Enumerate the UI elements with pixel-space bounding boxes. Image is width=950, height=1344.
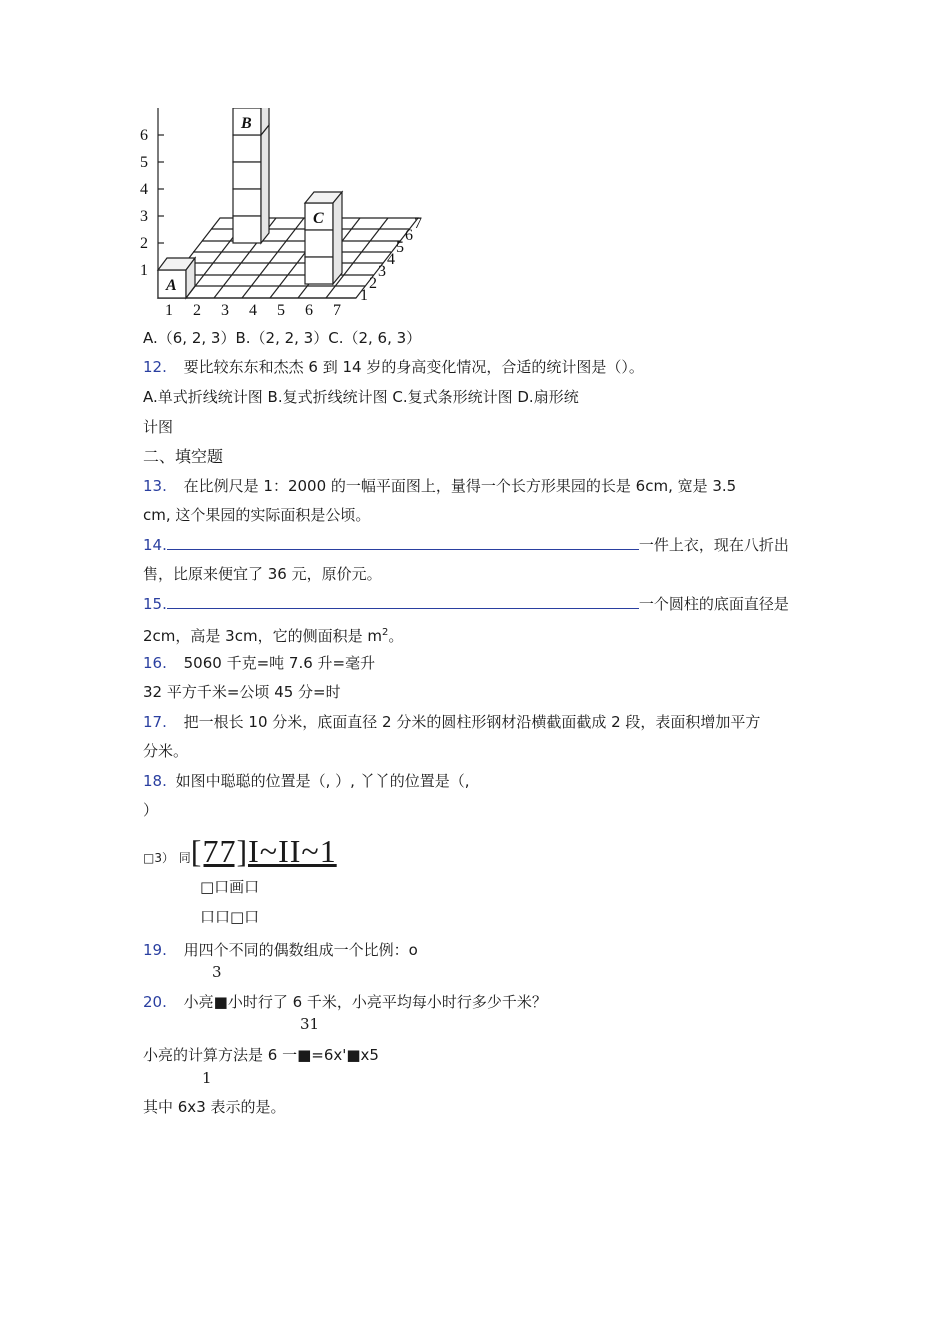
last-line: 其中 6x3 表示的是。 xyxy=(143,1098,286,1116)
section-title: 二、填空题 xyxy=(143,447,224,466)
q18-figure-text xyxy=(143,832,337,877)
x-tick-label: 3 xyxy=(221,302,229,319)
x-tick-label: 7 xyxy=(333,302,341,319)
x-tick-label: 1 xyxy=(165,302,173,319)
x-tick-label: 6 xyxy=(305,302,313,319)
question-number: 14. xyxy=(143,536,167,554)
depth-tick-label: 2 xyxy=(369,275,377,292)
x-tick-label: 4 xyxy=(249,302,257,319)
question-text: 如图中聪聪的位置是（, ）, 丫丫的位置是（, xyxy=(175,772,470,790)
question-text: 小亮■小时行了 6 千米，小亮平均每小时行多少千米？ xyxy=(183,993,547,1011)
fig-row-2: 口口□口 xyxy=(200,908,260,926)
depth-tick-label: 1 xyxy=(360,287,368,304)
cube-coordinate-figure xyxy=(138,108,438,328)
q15-text-end: 。 xyxy=(388,627,404,645)
cube-label-c: C xyxy=(313,210,324,227)
question-text: 用四个不同的偶数组成一个比例：o xyxy=(183,941,418,959)
depth-tick-label: 7 xyxy=(414,215,422,232)
x-tick-label: 2 xyxy=(193,302,201,319)
q12-options-line2: 计图 xyxy=(143,418,174,436)
fig-row-1: □口画口 xyxy=(200,878,260,896)
y-tick-label: 6 xyxy=(140,127,148,144)
fraction-numerator: 3 xyxy=(212,963,222,981)
question-text: 5060 千克=吨 7.6 升=毫升 xyxy=(183,654,376,672)
question-text: 在比例尺是 1：2000 的一幅平面图上，量得一个长方形果园的长是 6cm, 宽是 3.5 xyxy=(183,477,737,495)
answer-blank[interactable] xyxy=(167,535,639,550)
q13-line2: cm, 这个果园的实际面积是公顷。 xyxy=(143,506,371,524)
q16-line2: 32 平方千米=公顷 45 分=时 xyxy=(143,683,341,701)
question-14 xyxy=(143,535,789,555)
q11-options: A.（6, 2, 3）B.（2, 2, 3）C.（2, 6, 3） xyxy=(143,329,422,347)
question-number: 17. xyxy=(143,713,167,731)
question-18 xyxy=(143,771,469,791)
question-19 xyxy=(143,940,418,960)
question-15 xyxy=(143,594,789,614)
cube-label-a: A xyxy=(166,277,177,294)
question-number: 20. xyxy=(143,993,167,1011)
y-tick-label: 2 xyxy=(140,235,148,252)
fig-big-text: [77]I~II~1 xyxy=(190,833,337,869)
answer-blank[interactable] xyxy=(167,594,639,609)
question-17 xyxy=(143,712,760,732)
depth-tick-label: 4 xyxy=(387,251,395,268)
question-number: 15. xyxy=(143,595,167,613)
question-text: 一个圆柱的底面直径是 xyxy=(638,595,789,613)
q14-line2: 售，比原来便宜了 36 元，原价元。 xyxy=(143,565,382,583)
fig-small-text: □3） xyxy=(143,851,174,865)
y-tick-label: 1 xyxy=(140,262,148,279)
question-text: 要比较东东和杰杰 6 到 14 岁的身高变化情况，合适的统计图是（）。 xyxy=(183,358,644,376)
depth-tick-label: 6 xyxy=(405,227,413,244)
fraction-numerator: 31 xyxy=(300,1015,320,1033)
question-number: 12. xyxy=(143,358,167,376)
depth-tick-label: 5 xyxy=(396,239,404,256)
q15-text: 2cm，高是 3cm，它的侧面积是 m xyxy=(143,627,382,645)
q18-line2: ） xyxy=(143,801,159,819)
q17-line2: 分米。 xyxy=(143,742,189,760)
question-text: 一件上衣，现在八折出 xyxy=(638,536,789,554)
fraction-numerator: 1 xyxy=(202,1069,212,1087)
cube-label-b: B xyxy=(241,115,252,132)
question-number: 18. xyxy=(143,772,167,790)
question-number: 13. xyxy=(143,477,167,495)
y-tick-label: 3 xyxy=(140,208,148,225)
question-13 xyxy=(143,476,736,496)
y-tick-label: 5 xyxy=(140,154,148,171)
q12-options-line1: A.单式折线统计图 B.复式折线统计图 C.复式条形统计图 D.扇形统 xyxy=(143,388,579,406)
calc-line: 小亮的计算方法是 6 一■=6x'■x5 xyxy=(143,1046,379,1064)
y-tick-label: 4 xyxy=(140,181,148,198)
question-16 xyxy=(143,653,375,673)
depth-tick-label: 3 xyxy=(378,263,386,280)
x-tick-label: 5 xyxy=(277,302,285,319)
question-number: 16. xyxy=(143,654,167,672)
question-20 xyxy=(143,992,547,1012)
question-12 xyxy=(143,357,644,377)
question-number: 19. xyxy=(143,941,167,959)
question-text: 把一根长 10 分米，底面直径 2 分米的圆柱形钢材沿横截面截成 2 段，表面积增加平方 xyxy=(183,713,761,731)
q15-line2 xyxy=(143,623,403,646)
fig-small-text-2: 同 xyxy=(178,851,191,865)
superscript: 2 xyxy=(381,627,389,638)
